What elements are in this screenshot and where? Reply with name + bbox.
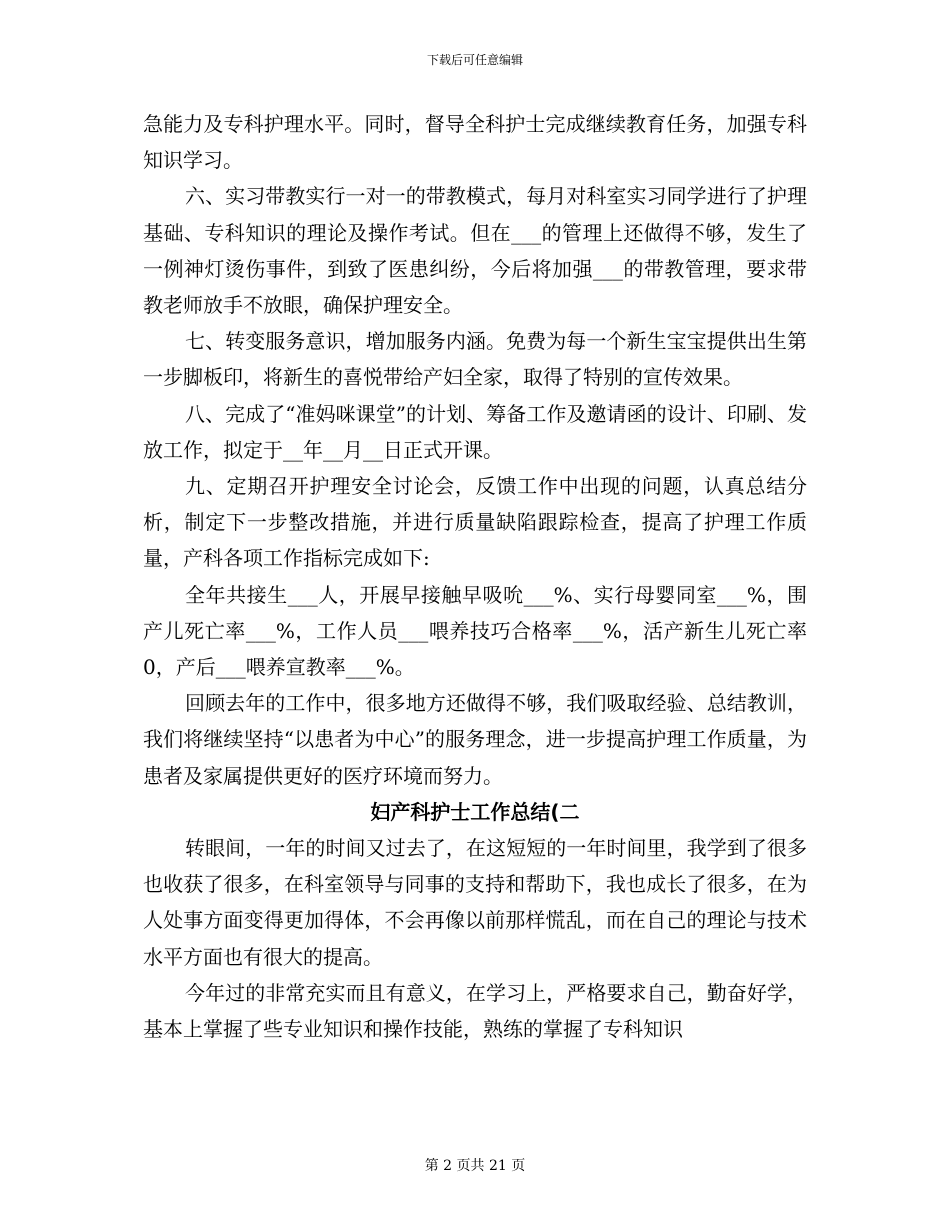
paragraph-item-8: 八、完成了“准妈咪课堂”的计划、筹备工作及邀请函的设计、印刷、发放工作，拟定于__年__月__日正式开课。: [143, 401, 807, 462]
paragraph-review: 回顾去年的工作中，很多地方还做得不够，我们吸取经验、总结教训，我们将继续坚持“以患者为中心”的服务理念，进一步提高护理工作质量，为患者及家属提供更好的医疗环境而努力。: [143, 691, 807, 788]
page-header: 下载后可任意编辑: [426, 53, 523, 67]
paragraph-continued: 急能力及专科护理水平。同时，督导全科护士完成继续教育任务，加强专科知识学习。: [143, 112, 807, 173]
paragraph-item-6: 六、实习带教实行一对一的带教模式，每月对科室实习同学进行了护理基础、专科知识的理论及操作考试。但在___的管理上还做得不够，发生了一例神灯烫伤事件，到致了医患纠纷，今后将加强___的带教管理，要求带教老师放手不放眼，确保护理安全。: [143, 184, 807, 318]
section-title: 妇产科护士工作总结(二: [370, 799, 580, 824]
paragraph-statistics: 全年共接生___人，开展早接触早吸吮___%、实行母婴同室___%，围产儿死亡率___%，工作人员___喂养技巧合格率___%，活产新生儿死亡率0，产后___喂养宣教率___%。: [143, 582, 807, 680]
paragraph-section-intro: 转眼间，一年的时间又过去了，在这短短的一年时间里，我学到了很多也收获了很多，在科室领导与同事的支持和帮助下，我也成长了很多，在为人处事方面变得更加得体，不会再像以前那样慌乱，而在自己的理论与技术水平方面也有很大的提高。: [143, 836, 807, 969]
page-number-footer: 第 2 页共 21 页: [424, 1158, 526, 1174]
paragraph-item-9: 九、定期召开护理安全讨论会，反馈工作中出现的问题，认真总结分析，制定下一步整改措施，并进行质量缺陷跟踪检查，提高了护理工作质量，产科各项工作指标完成如下:: [143, 474, 807, 571]
paragraph-item-7: 七、转变服务意识，增加服务内涵。免费为每一个新生宝宝提供出生第一步脚板印，将新生的喜悦带给产妇全家，取得了特别的宣传效果。: [143, 329, 807, 390]
paragraph-section-study: 今年过的非常充实而且有意义，在学习上，严格要求自己，勤奋好学，基本上掌握了些专业知识和操作技能，熟练的掌握了专科知识: [143, 980, 807, 1042]
document-body: [143, 106, 807, 1047]
